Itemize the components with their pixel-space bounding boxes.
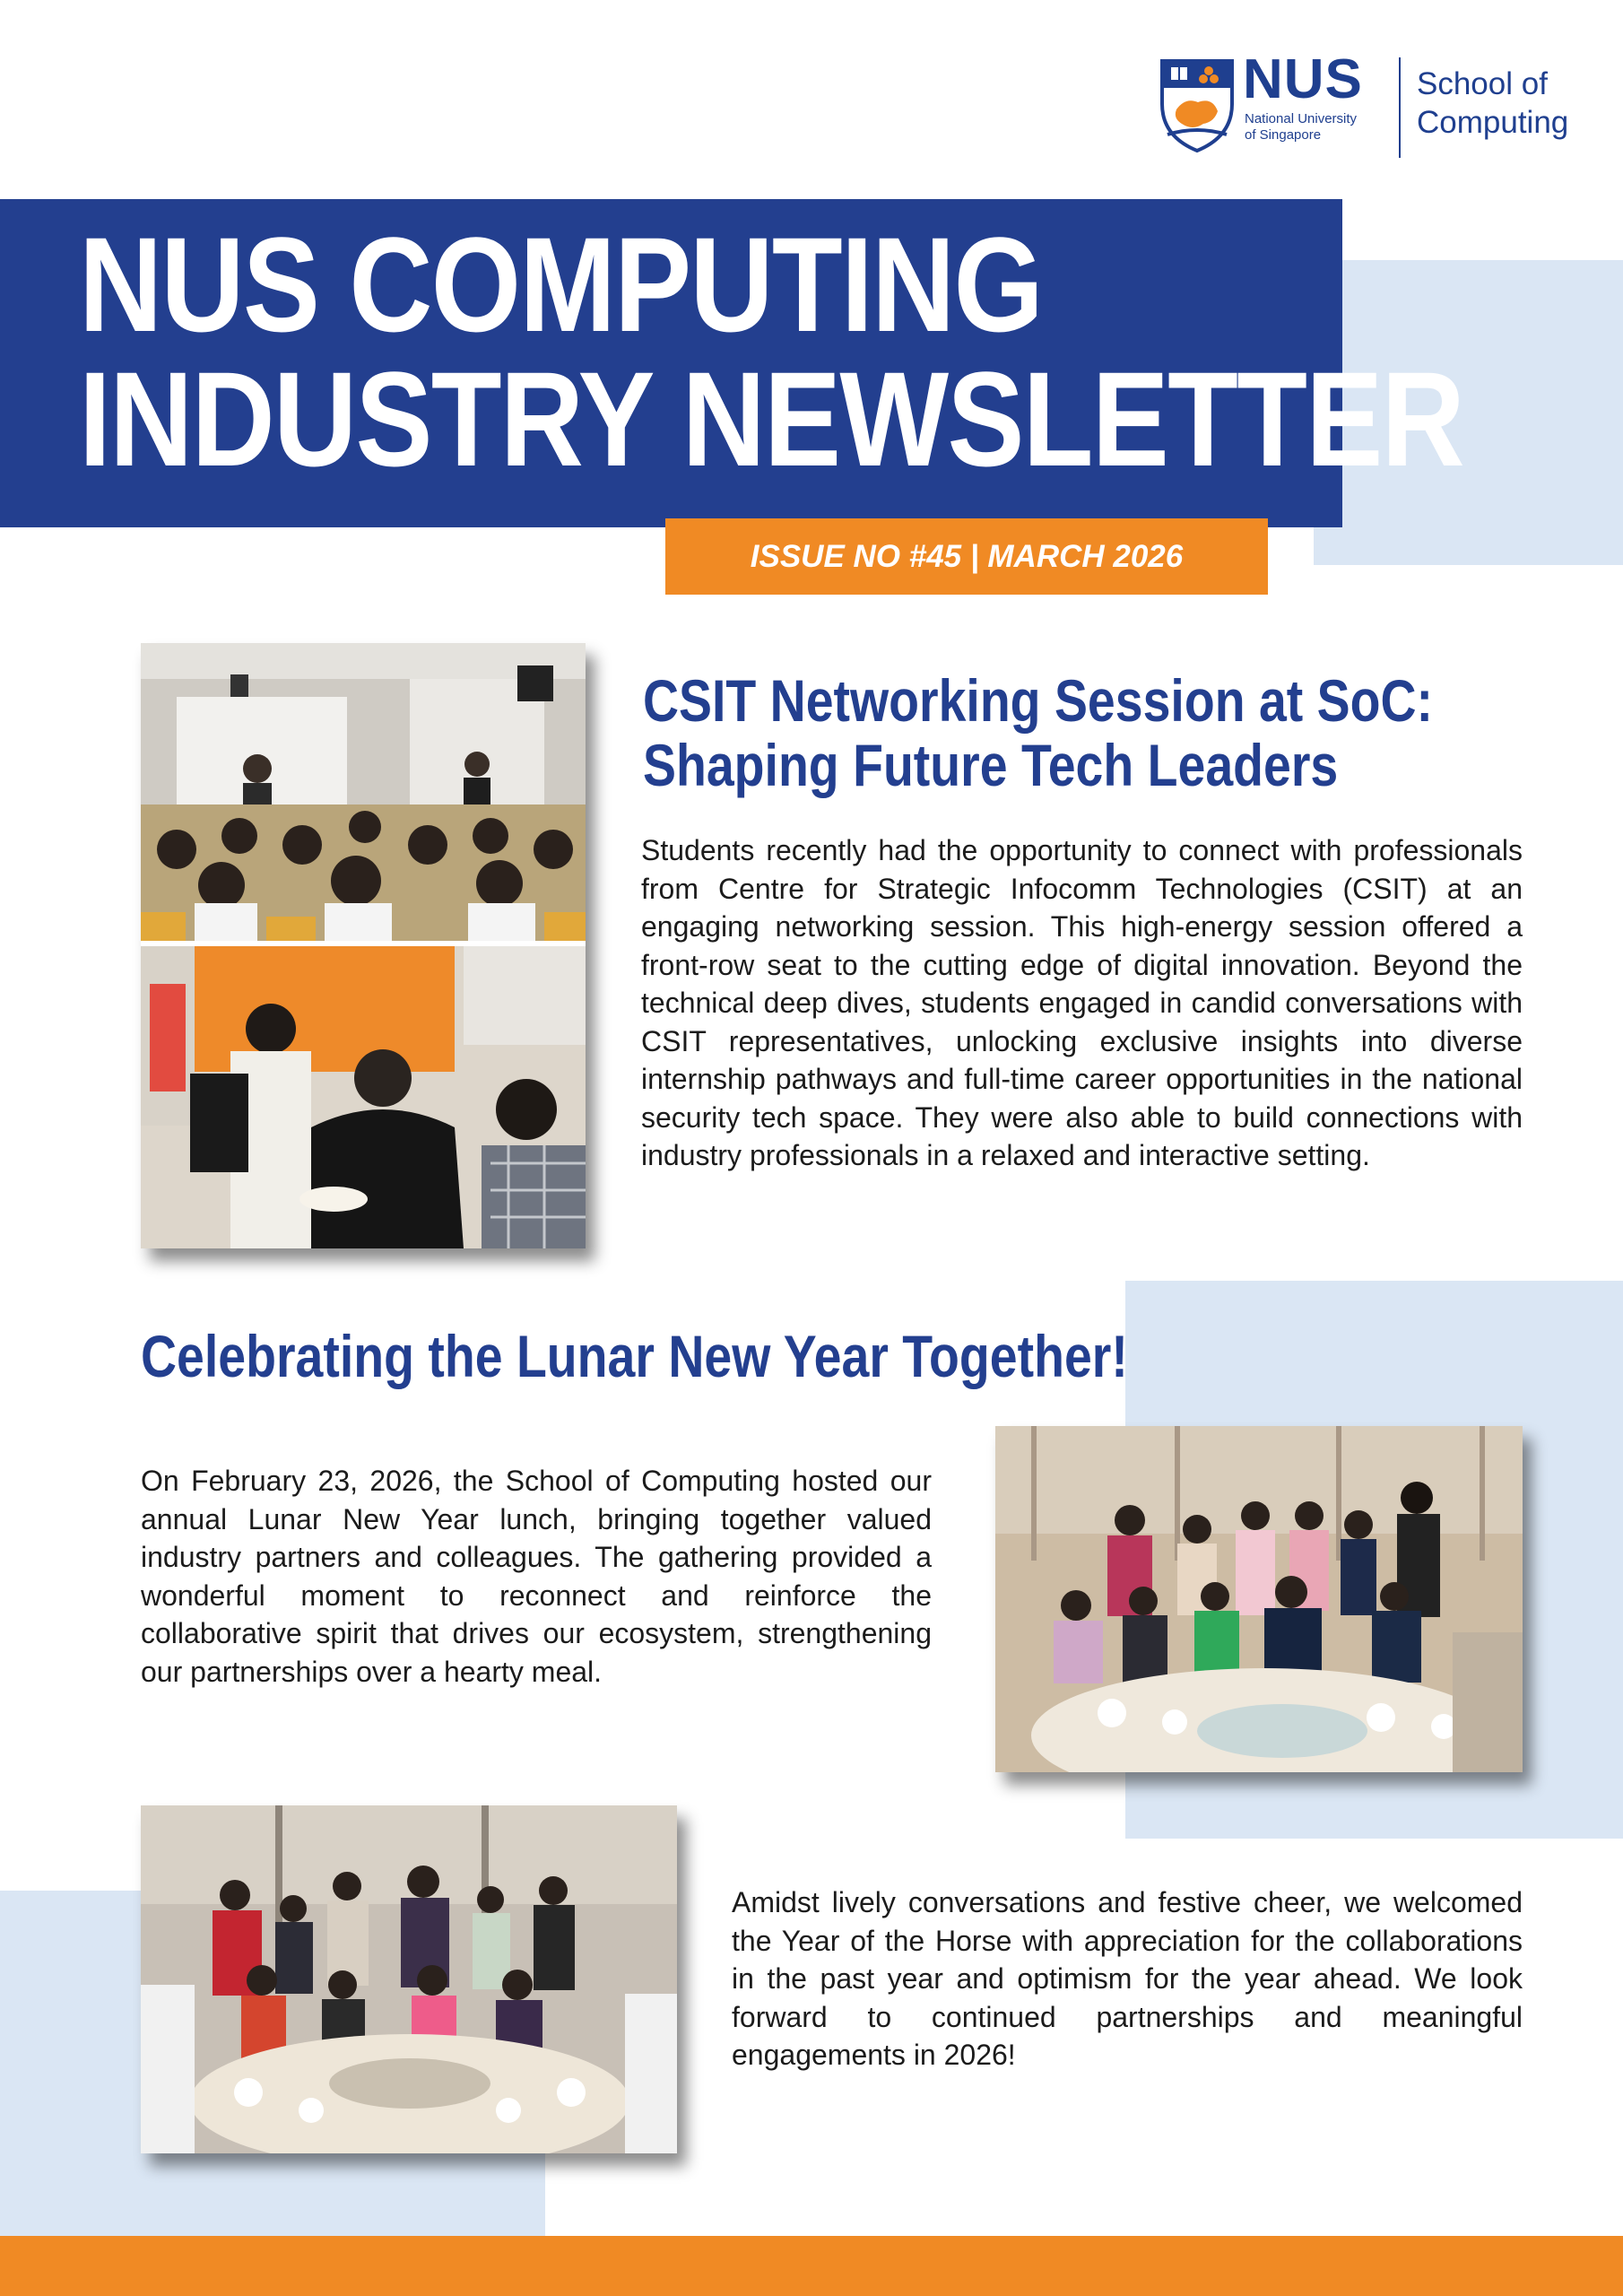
nus-crest-icon (1159, 57, 1236, 154)
lny-group-photo (995, 1426, 1523, 1772)
issue-badge: ISSUE NO #45 | MARCH 2026 (665, 518, 1268, 595)
csit-photo-collage (141, 643, 586, 1248)
photo-csit-lecture-hall-icon (141, 643, 586, 1248)
nus-soc-logo (1159, 48, 1589, 163)
csit-article-body: Students recently had the opportunity to connect with professionals from Centre for Strategic Infocomm Technologies (CSIT) at an engaging networking session. This high-energy session offered a front-row seat to the cutting edge of digital innovation. Beyond the technical deep dives, students engaged in candid conversations with CSIT representatives, unlocking exclusive insights into diverse internship pathways and full-time career opportunities in the national security tech space. They were also able to build connections with industry professionals in a relaxed and interactive setting. (641, 834, 1523, 1171)
newsletter-title-line1: NUS COMPUTING (79, 209, 1043, 360)
university-name (1245, 111, 1370, 144)
lny-closing-body: Amidst lively conversations and festive cheer, we welcomed the Year of the Horse with appreciation for the collaborations in the past year and optimism for the year ahead. We look forward to continued partnerships and meaningful engagements in 2026! (732, 1886, 1523, 2071)
csit-article-title-line2: Shaping Future Tech Leaders (643, 732, 1339, 798)
school-name (1417, 65, 1596, 142)
lny-banquet-photo (141, 1805, 677, 2153)
csit-article-title-line1: CSIT Networking Session at SoC: (643, 667, 1434, 734)
university-name-line2: of Singapore (1245, 127, 1322, 143)
photo-lny-banquet-table-icon (141, 1805, 677, 2153)
lny-article-title: Celebrating the Lunar New Year Together! (141, 1323, 1128, 1389)
university-name-line1: National University (1245, 111, 1358, 126)
newsletter-title (79, 209, 1464, 494)
newsletter-title-line2: INDUSTRY NEWSLETTER (79, 344, 1464, 494)
school-name-line1: School of (1417, 66, 1548, 101)
nus-wordmark: NUS (1243, 48, 1363, 110)
footer-bar (0, 2236, 1623, 2296)
logo-divider (1399, 57, 1401, 158)
newsletter-banner (0, 199, 1464, 527)
school-name-line2: Computing (1417, 105, 1569, 140)
csit-article-title (643, 668, 1433, 797)
photo-lny-group-table-icon (995, 1426, 1523, 1772)
lny-article-body: On February 23, 2026, the School of Computing hosted our annual Lunar New Year lunch, bringing together valued industry partners and colleagues. The gathering provided a wonderful moment to reconnect and reinforce the collaborative spirit that drives our ecosystem, strengthening our partnerships over a hearty meal. (141, 1465, 932, 1688)
